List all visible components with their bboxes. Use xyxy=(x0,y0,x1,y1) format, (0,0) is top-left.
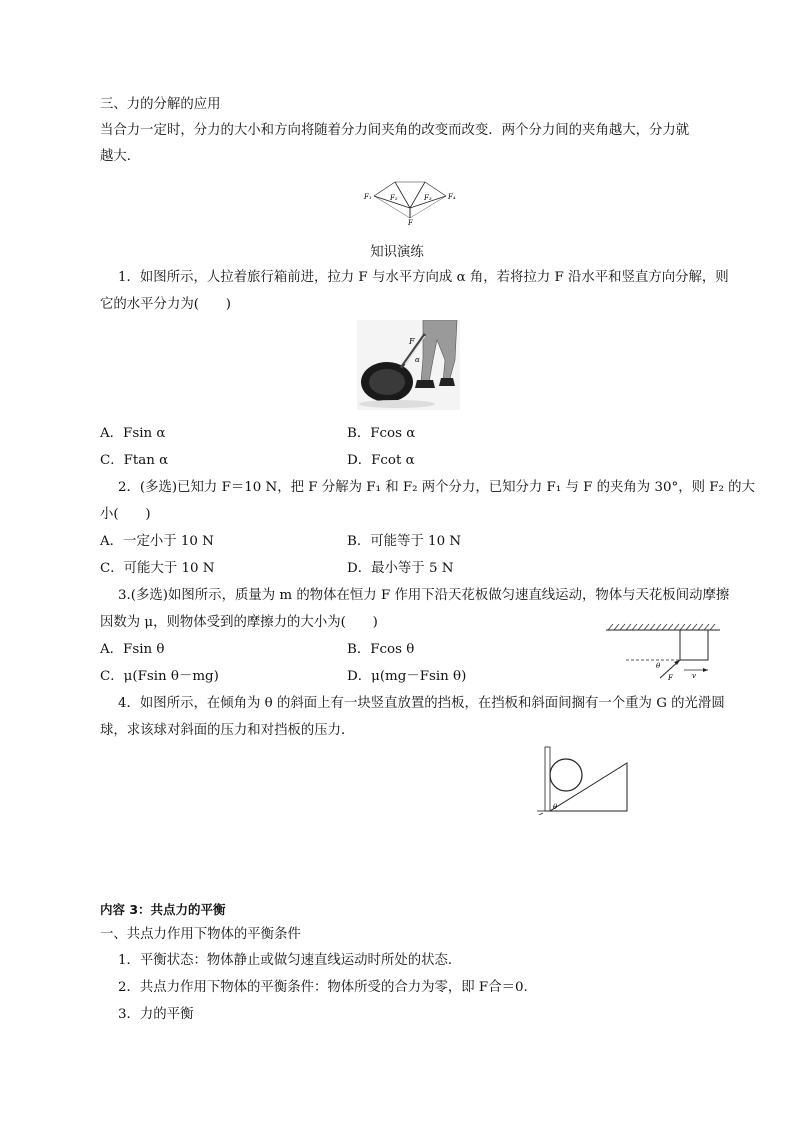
q3-option-d: D．μ(mg－Fsin θ) xyxy=(347,669,467,684)
q1-option-b: B．Fcos α xyxy=(347,426,416,441)
label-f3: F₃ xyxy=(424,194,432,202)
q4-line2: 球，求该球对斜面的压力和对挡板的压力． xyxy=(100,723,355,738)
label-f: F xyxy=(408,219,413,226)
label-alpha: α xyxy=(415,356,420,364)
q3-option-b: B．Fcos θ xyxy=(347,642,415,657)
ceiling-block-figure xyxy=(604,622,722,684)
label-f4: F₄ xyxy=(448,193,456,201)
q2-option-d: D．最小等于 5 N xyxy=(347,561,454,576)
q3-line1: 3.(多选)如图所示，质量为 m 的物体在恒力 F 作用下沿天花板做匀速直线运动，物体与天花板间动摩擦 xyxy=(118,588,730,603)
practice-heading: 知识演练 xyxy=(370,245,424,260)
q2-option-b: B．可能等于 10 N xyxy=(347,534,462,549)
incline-ball-figure xyxy=(535,745,635,815)
q3-option-c: C．μ(Fsin θ－mg) xyxy=(100,669,219,684)
content3-item1: 1．平衡状态：物体静止或做匀速直线运动时所处的状态． xyxy=(118,953,462,968)
label-theta: θ xyxy=(553,803,558,811)
force-decomposition-figure xyxy=(360,178,460,226)
q3-option-a: A．Fsin θ xyxy=(100,642,165,657)
content3-item3: 3．力的平衡 xyxy=(118,1007,194,1022)
section-paragraph-line1: 当合力一定时，分力的大小和方向将随着分力间夹角的改变而改变．两个分力间的夹角越大，分力就 xyxy=(100,123,690,138)
q1-line1: 1．如图所示，人拉着旅行箱前进，拉力 F 与水平方向成 α 角，若将拉力 F 沿水平和竖直方向分解，则 xyxy=(118,270,729,285)
label-f1: F₁ xyxy=(364,193,372,201)
q2-option-a: A．一定小于 10 N xyxy=(100,534,214,549)
q1-option-a: A．Fsin α xyxy=(100,426,166,441)
q2-option-c: C．可能大于 10 N xyxy=(100,561,215,576)
label-f2: F₂ xyxy=(390,194,398,202)
label-theta: θ xyxy=(656,662,661,670)
section-heading: 三、力的分解的应用 xyxy=(100,97,221,112)
content3-heading: 内容 3：共点力的平衡 xyxy=(100,902,226,917)
q1-line2: 它的水平分力为( ) xyxy=(100,297,231,312)
q4-line1: 4．如图所示，在倾角为 θ 的斜面上有一块竖直放置的挡板，在挡板和斜面间搁有一个重为 G 的光滑圆 xyxy=(118,696,725,711)
q1-option-c: C．Ftan α xyxy=(100,453,169,468)
q3-line2: 因数为 μ，则物体受到的摩擦力的大小为( ) xyxy=(100,615,378,630)
q1-option-d: D．Fcot α xyxy=(347,453,415,468)
label-f: F xyxy=(409,337,415,346)
section-paragraph-line2: 越大． xyxy=(100,149,141,164)
suitcase-photo-figure xyxy=(357,320,460,410)
q2-line2: 小( ) xyxy=(100,507,151,522)
content3-subheading: 一、共点力作用下物体的平衡条件 xyxy=(100,927,301,942)
content3-item2: 2．共点力作用下物体的平衡条件：物体所受的合力为零，即 F合＝0. xyxy=(118,980,528,995)
label-v: v xyxy=(692,672,696,680)
q2-line1: 2．(多选)已知力 F＝10 N，把 F 分解为 F₁ 和 F₂ 两个分力，已知分力 F₁ 与 F 的夹角为 30°，则 F₂ 的大 xyxy=(118,480,755,495)
label-f: F xyxy=(668,674,673,682)
